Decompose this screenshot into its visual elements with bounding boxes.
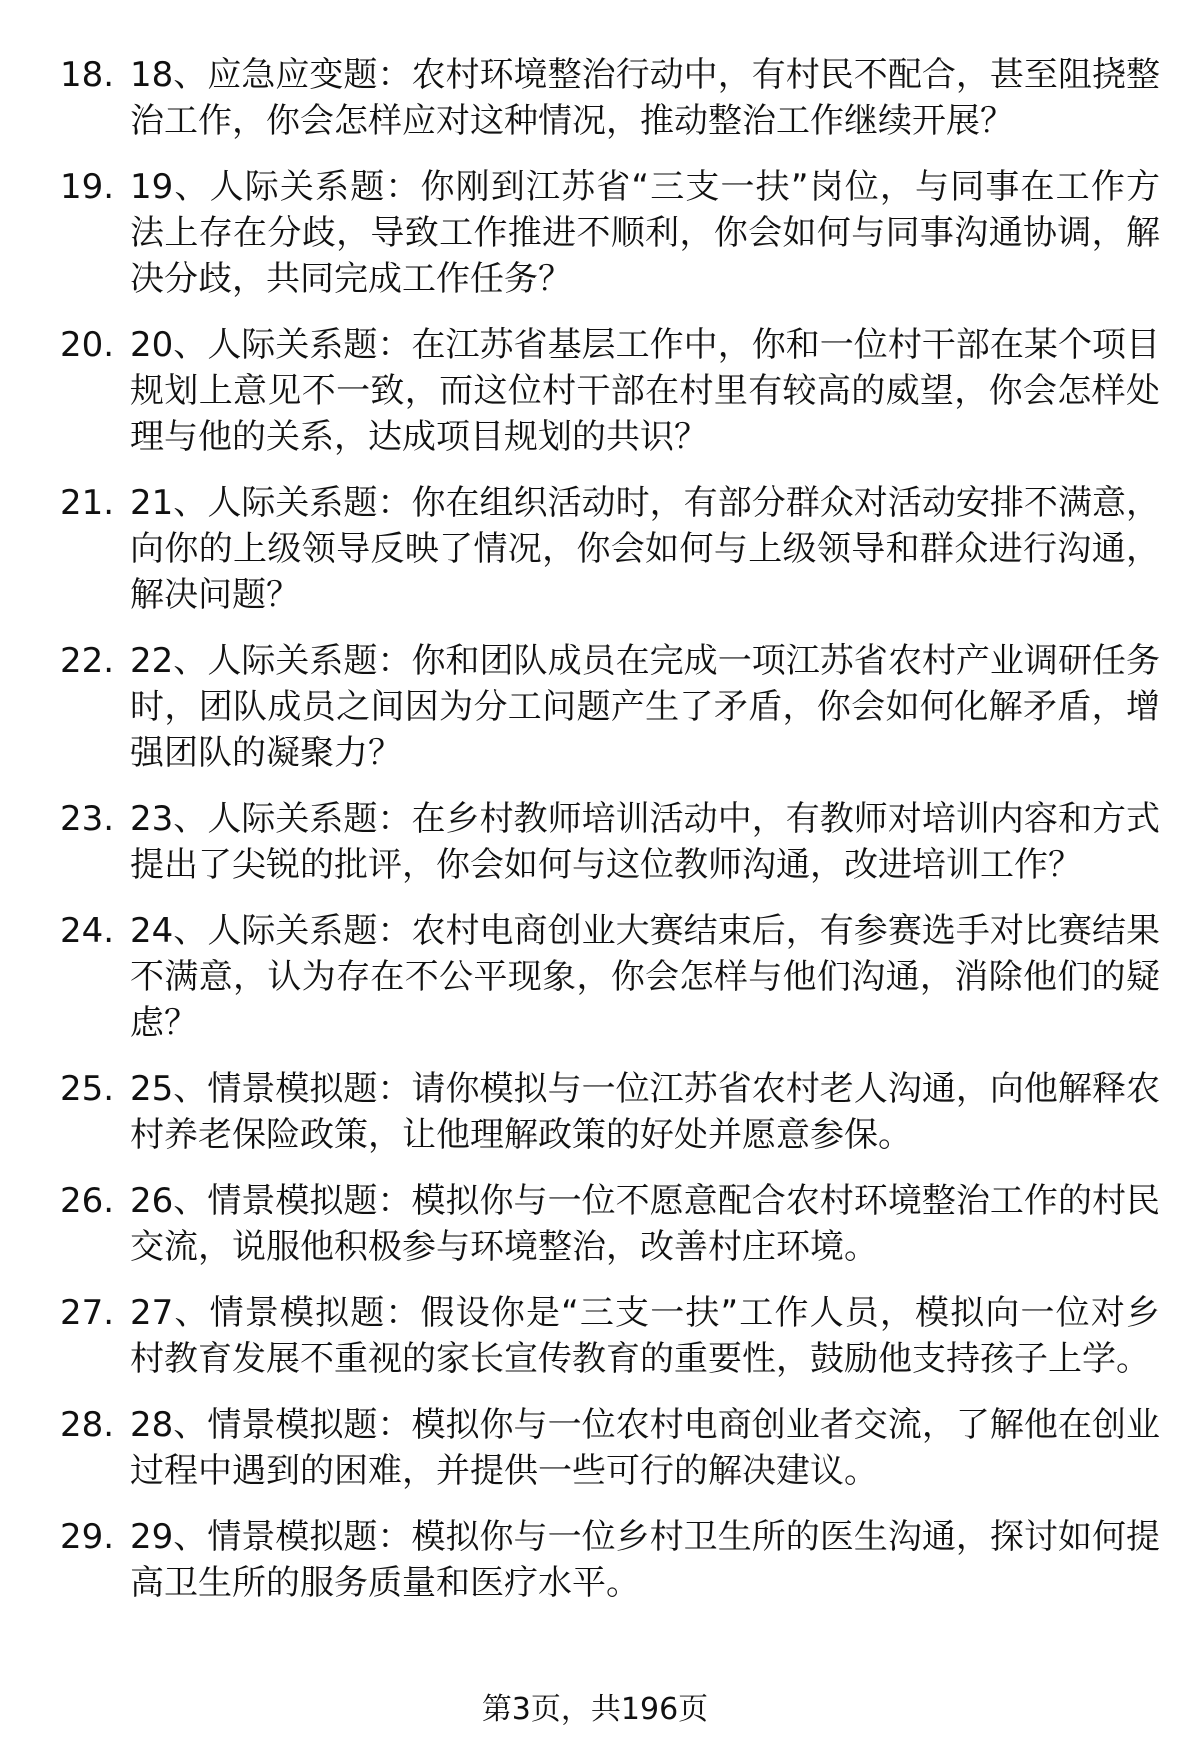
item-text: 26、情景模拟题：模拟你与一位不愿意配合农村环境整治工作的村民交流，说服他积极参与环境整治，改善村庄环境。 <box>130 1181 1160 1267</box>
item-text: 28、情景模拟题：模拟你与一位农村电商创业者交流，了解他在创业过程中遇到的困难，并提供一些可行的解决建议。 <box>130 1405 1160 1491</box>
item-number: 26. <box>60 1181 115 1221</box>
list-item <box>60 908 1160 1046</box>
item-text: 20、人际关系题：在江苏省基层工作中，你和一位村干部在某个项目规划上意见不一致，而这位村干部在村里有较高的威望，你会怎样处理与他的关系，达成项目规划的共识？ <box>130 325 1160 457</box>
item-number: 21. <box>60 483 115 523</box>
item-number: 29. <box>60 1517 115 1557</box>
item-text: 21、人际关系题：你在组织活动时，有部分群众对活动安排不满意，向你的上级领导反映了情况，你会如何与上级领导和群众进行沟通，解决问题？ <box>130 483 1160 615</box>
item-text: 25、情景模拟题：请你模拟与一位江苏省农村老人沟通，向他解释农村养老保险政策，让他理解政策的好处并愿意参保。 <box>130 1069 1160 1155</box>
item-text: 18、应急应变题：农村环境整治行动中，有村民不配合，甚至阻挠整治工作，你会怎样应对这种情况，推动整治工作继续开展？ <box>130 55 1160 141</box>
item-number: 23. <box>60 799 115 839</box>
list-item <box>60 638 1160 776</box>
item-text: 24、人际关系题：农村电商创业大赛结束后，有参赛选手对比赛结果不满意，认为存在不公平现象，你会怎样与他们沟通，消除他们的疑虑？ <box>130 911 1160 1043</box>
list-item <box>60 1514 1160 1606</box>
item-text: 19、人际关系题：你刚到江苏省“三支一扶”岗位，与同事在工作方法上存在分歧，导致工作推进不顺利，你会如何与同事沟通协调，解决分歧，共同完成工作任务？ <box>130 167 1160 299</box>
question-list <box>60 52 1160 1626</box>
list-item <box>60 480 1160 618</box>
item-text: 29、情景模拟题：模拟你与一位乡村卫生所的医生沟通，探讨如何提高卫生所的服务质量和医疗水平。 <box>130 1517 1160 1603</box>
item-number: 19. <box>60 167 115 207</box>
item-number: 18. <box>60 55 115 95</box>
item-number: 20. <box>60 325 115 365</box>
item-text: 27、情景模拟题：假设你是“三支一扶”工作人员，模拟向一位对乡村教育发展不重视的家长宣传教育的重要性，鼓励他支持孩子上学。 <box>130 1293 1160 1379</box>
item-text: 22、人际关系题：你和团队成员在完成一项江苏省农村产业调研任务时，团队成员之间因为分工问题产生了矛盾，你会如何化解矛盾，增强团队的凝聚力？ <box>130 641 1160 773</box>
list-item <box>60 1066 1160 1158</box>
item-number: 25. <box>60 1069 115 1109</box>
list-item <box>60 52 1160 144</box>
item-text: 23、人际关系题：在乡村教师培训活动中，有教师对培训内容和方式提出了尖锐的批评，你会如何与这位教师沟通，改进培训工作？ <box>130 799 1160 885</box>
item-number: 27. <box>60 1293 115 1333</box>
list-item <box>60 322 1160 460</box>
list-item <box>60 1290 1160 1382</box>
item-number: 22. <box>60 641 115 681</box>
list-item <box>60 164 1160 302</box>
item-number: 24. <box>60 911 115 951</box>
list-item <box>60 796 1160 888</box>
list-item <box>60 1402 1160 1494</box>
item-number: 28. <box>60 1405 115 1445</box>
list-item <box>60 1178 1160 1270</box>
page-footer: 第3页，共196页 <box>481 1692 709 1727</box>
